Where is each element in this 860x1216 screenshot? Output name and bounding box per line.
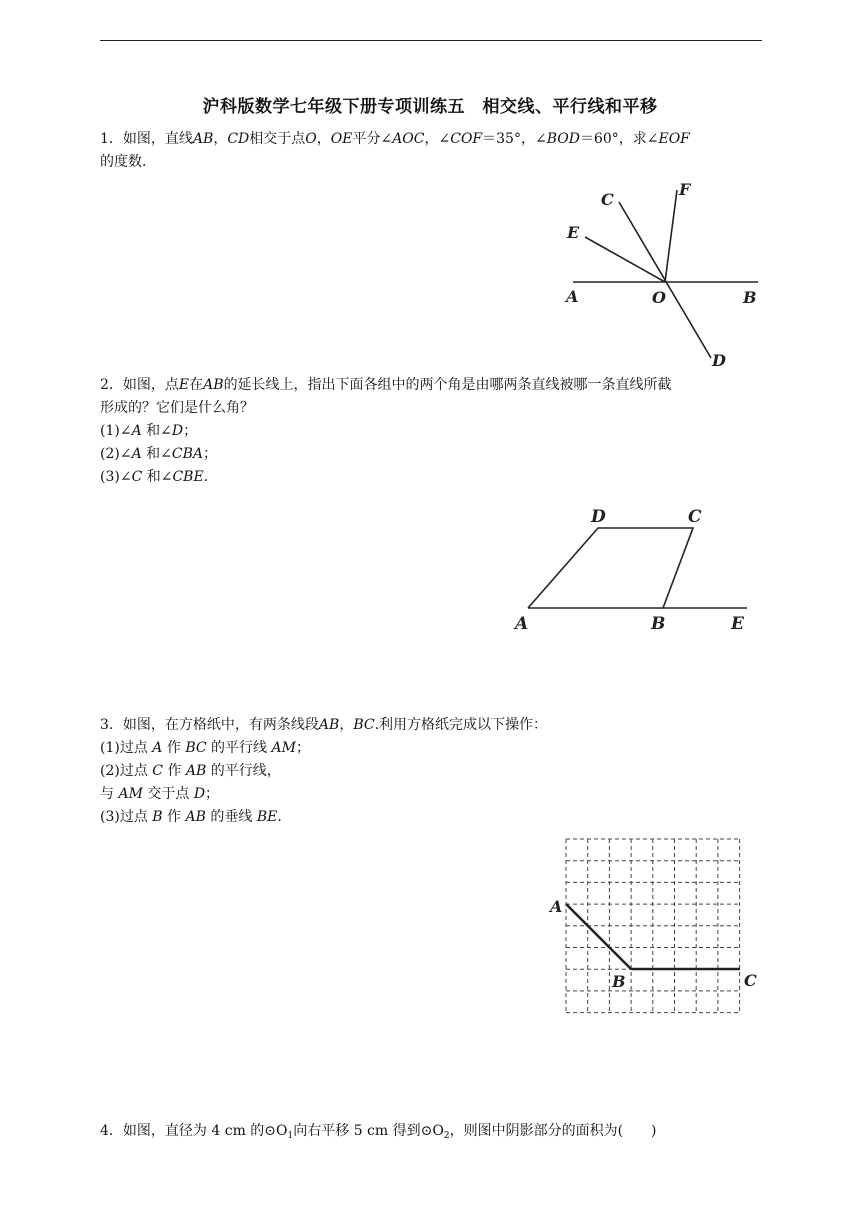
dashed-grid (566, 839, 740, 1013)
question-2-line-1: 2．如图，点E在AB的延长线上，指出下面各组中的两个角是由哪两条直线被哪一条直线所截 (100, 377, 672, 393)
label-d: D (591, 507, 606, 527)
figure-2-quadrilateral (505, 500, 765, 640)
label-c: C (601, 190, 614, 209)
question-3-line-1: 3．如图，在方格纸中，有两条线段AB，BC.利用方格纸完成以下操作： (100, 717, 548, 733)
label-o: O (652, 288, 666, 307)
label-e: E (731, 614, 744, 634)
question-3-item-1: (1)过点 A 作 BC 的平行线 AM； (100, 740, 310, 756)
label-b: B (651, 614, 666, 634)
question-3-item-2: (2)过点 C 作 AB 的平行线， (100, 763, 281, 779)
question-2-item-1: (1)∠A 和∠D； (100, 423, 198, 439)
question-3-item-2-continued: 与 AM 交于点 D； (100, 786, 220, 802)
label-c: C (744, 971, 757, 990)
segment-ab (566, 904, 631, 969)
label-a: A (566, 287, 579, 306)
figure-3-grid-paper (540, 830, 770, 1025)
label-c: C (688, 507, 702, 527)
question-1 (100, 128, 762, 174)
question-2-item-3: (3)∠C 和∠CBE. (100, 469, 209, 485)
label-a: A (550, 897, 563, 916)
header-rule (100, 40, 762, 41)
label-a: A (515, 614, 529, 634)
question-1-line-2: 的度数． (100, 154, 156, 170)
label-b: B (612, 972, 626, 991)
question-2-line-2: 形成的？它们是什么角？ (100, 400, 254, 416)
page-title: 沪科版数学七年级下册专项训练五 相交线、平行线和平移 (202, 97, 658, 117)
quadrilateral-abcd (528, 528, 693, 608)
label-d: D (712, 351, 726, 370)
figure-1-intersecting-lines (555, 175, 770, 375)
question-3 (100, 714, 762, 829)
question-3-item-3: (3)过点 B 作 AB 的垂线 BE. (100, 809, 282, 825)
label-f: F (679, 180, 691, 199)
label-b: B (743, 288, 757, 307)
question-4: 4．如图，直径为 4 cm 的$⊙O_1$向右平移 5 cm 得到$⊙O_2$，则图中阴影部分的面积为( ) (100, 1123, 657, 1141)
question-2 (100, 374, 762, 489)
ray-of (665, 190, 677, 282)
question-2-item-2: (2)∠A 和∠CBA； (100, 446, 217, 462)
question-1-line-1: 1．如图，直线AB，CD相交于点O，OE平分∠AOC，∠COF＝35°，∠BOD＝60°，求∠EOF (100, 131, 690, 147)
label-e: E (567, 223, 580, 242)
